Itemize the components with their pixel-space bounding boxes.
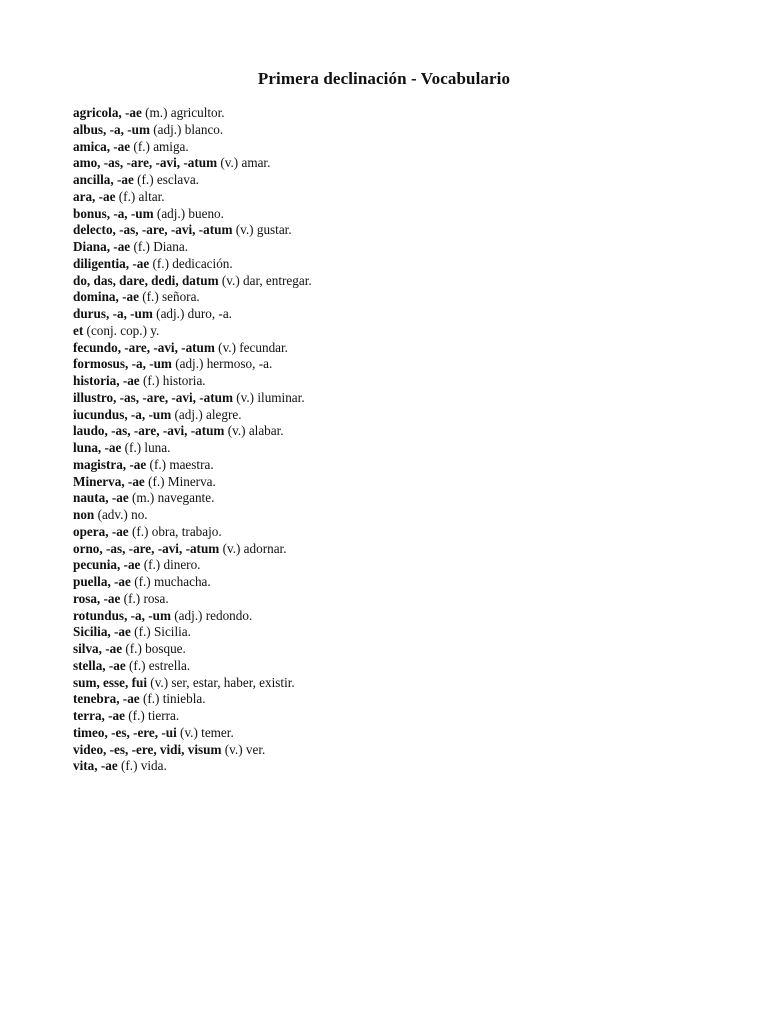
vocab-lemma: albus, -a, -um [73,121,150,137]
vocab-entry [73,340,713,357]
vocab-lemma: et [73,322,84,338]
vocab-lemma: rotundus, -a, -um [73,607,171,623]
vocab-entry [73,624,713,641]
vocab-gloss: (v.) ser, estar, haber, existir. [150,674,295,690]
vocab-gloss: (f.) bosque. [125,641,186,656]
vocab-entry [73,675,713,692]
vocab-entry [73,289,713,306]
vocab-gloss: (v.) amar. [220,155,271,171]
vocab-gloss: (v.) temer. [180,724,234,740]
vocab-entry [73,557,713,574]
vocab-entry [73,155,713,172]
vocab-entry [73,708,713,725]
vocab-entry [73,256,713,273]
vocab-gloss: (v.) dar, entregar. [221,272,312,288]
vocab-gloss: (f.) maestra. [149,456,214,472]
vocab-entry [73,725,713,742]
vocab-lemma: puella, -ae [73,574,131,589]
vocab-lemma: silva, -ae [73,641,123,656]
vocab-lemma: do, das, dare, dedi, datum [73,272,219,288]
vocab-lemma: orno, -as, -are, -avi, -atum [73,540,220,556]
vocab-gloss: (f.) Sicilia. [134,624,191,640]
vocab-entry [73,172,713,189]
vocab-gloss: (adj.) bueno. [156,205,224,221]
vocab-entry [73,373,713,390]
vocab-lemma: video, -es, -ere, vidi, visum [73,741,222,757]
vocab-gloss: (adj.) blanco. [153,121,224,137]
vocab-entry [73,742,713,759]
vocab-lemma: fecundo, -are, -avi, -atum [73,339,215,355]
vocab-lemma: formosus, -a, -um [73,356,172,372]
vocab-lemma: durus, -a, -um [73,306,153,321]
vocab-lemma: domina, -ae [73,289,139,305]
vocab-entry [73,507,713,524]
vocab-entry [73,390,713,407]
vocab-gloss: (adv.) no. [97,507,148,522]
vocab-entry [73,105,713,122]
vocab-gloss: (f.) Diana. [133,239,189,254]
vocab-gloss: (f.) dinero. [143,557,201,573]
vocab-gloss: (adj.) alegre. [174,406,242,422]
vocab-lemma: iucundus, -a, -um [73,406,172,422]
vocab-lemma: vita, -ae [73,758,118,774]
vocab-entry [73,440,713,457]
vocab-gloss: (adj.) duro, -a. [156,306,232,321]
vocab-entry [73,541,713,558]
vocab-gloss: (f.) rosa. [123,590,169,606]
vocab-lemma: non [73,507,95,522]
vocab-entry [73,239,713,256]
vocab-gloss: (f.) señora. [142,289,200,305]
vocab-gloss: (f.) tiniebla. [142,691,206,707]
vocab-entry [73,524,713,541]
vocab-lemma: stella, -ae [73,657,126,673]
vocab-entry [73,356,713,373]
vocabulary-list [73,105,713,775]
vocab-lemma: Minerva, -ae [73,473,145,489]
vocab-entry [73,122,713,139]
vocab-lemma: amo, -as, -are, -avi, -atum [73,155,218,171]
vocab-entry [73,658,713,675]
vocab-entry [73,189,713,206]
vocab-lemma: illustro, -as, -are, -avi, -atum [73,389,233,405]
vocab-entry [73,574,713,591]
vocab-entry [73,591,713,608]
vocab-gloss: (adj.) hermoso, -a. [175,356,273,372]
vocab-gloss: (f.) Minerva. [148,473,216,489]
vocab-lemma: sum, esse, fui [73,674,147,690]
vocab-entry [73,423,713,440]
vocab-gloss: (v.) iluminar. [236,389,305,405]
vocab-gloss: (f.) altar. [118,188,165,204]
vocab-lemma: tenebra, -ae [73,691,140,707]
vocab-entry [73,474,713,491]
vocab-gloss: (f.) obra, trabajo. [131,523,222,539]
vocab-entry [73,306,713,323]
vocab-lemma: timeo, -es, -ere, -ui [73,724,177,740]
vocab-gloss: (f.) estrella. [129,657,191,673]
vocab-entry [73,222,713,239]
vocab-entry [73,758,713,775]
vocab-lemma: terra, -ae [73,708,125,723]
vocab-lemma: rosa, -ae [73,590,121,606]
vocab-entry [73,457,713,474]
vocab-lemma: magistra, -ae [73,456,147,472]
vocab-entry [73,490,713,507]
vocab-gloss: (conj. cop.) y. [86,322,160,338]
vocab-gloss: (v.) adornar. [222,540,287,556]
vocab-entry [73,608,713,625]
vocab-gloss: (f.) amiga. [133,138,189,154]
vocab-lemma: opera, -ae [73,523,129,539]
vocab-gloss: (m.) agricultor. [145,105,225,120]
vocab-gloss: (v.) fecundar. [218,339,288,355]
vocab-lemma: nauta, -ae [73,490,129,506]
vocab-gloss: (adj.) redondo. [174,607,253,623]
vocab-lemma: Diana, -ae [73,239,131,254]
vocab-lemma: bonus, -a, -um [73,205,154,221]
vocab-lemma: laudo, -as, -are, -avi, -atum [73,423,225,439]
vocab-lemma: delecto, -as, -are, -avi, -atum [73,222,233,238]
page-title: Primera declinación - Vocabulario [257,69,511,88]
vocab-gloss: (f.) esclava. [137,172,199,187]
vocab-gloss: (v.) ver. [224,741,266,757]
vocab-entry [73,139,713,156]
vocab-lemma: diligentia, -ae [73,255,150,271]
vocab-lemma: amica, -ae [73,138,131,154]
vocab-entry [73,206,713,223]
vocab-entry [73,407,713,424]
vocab-gloss: (v.) alabar. [227,423,284,439]
vocab-gloss: (v.) gustar. [235,222,292,238]
vocab-gloss: (f.) historia. [142,373,206,388]
vocab-gloss: (f.) muchacha. [134,574,211,589]
vocab-gloss: (f.) vida. [120,758,167,774]
vocab-lemma: historia, -ae [73,373,140,388]
vocab-entry [73,691,713,708]
vocab-lemma: pecunia, -ae [73,557,141,573]
vocab-gloss: (m.) navegante. [131,490,215,506]
vocab-entry [73,323,713,340]
vocab-gloss: (f.) luna. [124,440,171,455]
vocab-entry [73,641,713,658]
vocab-gloss: (f.) dedicación. [152,255,233,271]
vocab-lemma: luna, -ae [73,440,122,455]
vocab-entry [73,273,713,290]
vocab-lemma: ancilla, -ae [73,172,134,187]
vocab-gloss: (f.) tierra. [128,708,180,723]
vocab-lemma: ara, -ae [73,188,116,204]
vocab-lemma: agricola, -ae [73,105,142,120]
vocab-lemma: Sicilia, -ae [73,624,131,640]
